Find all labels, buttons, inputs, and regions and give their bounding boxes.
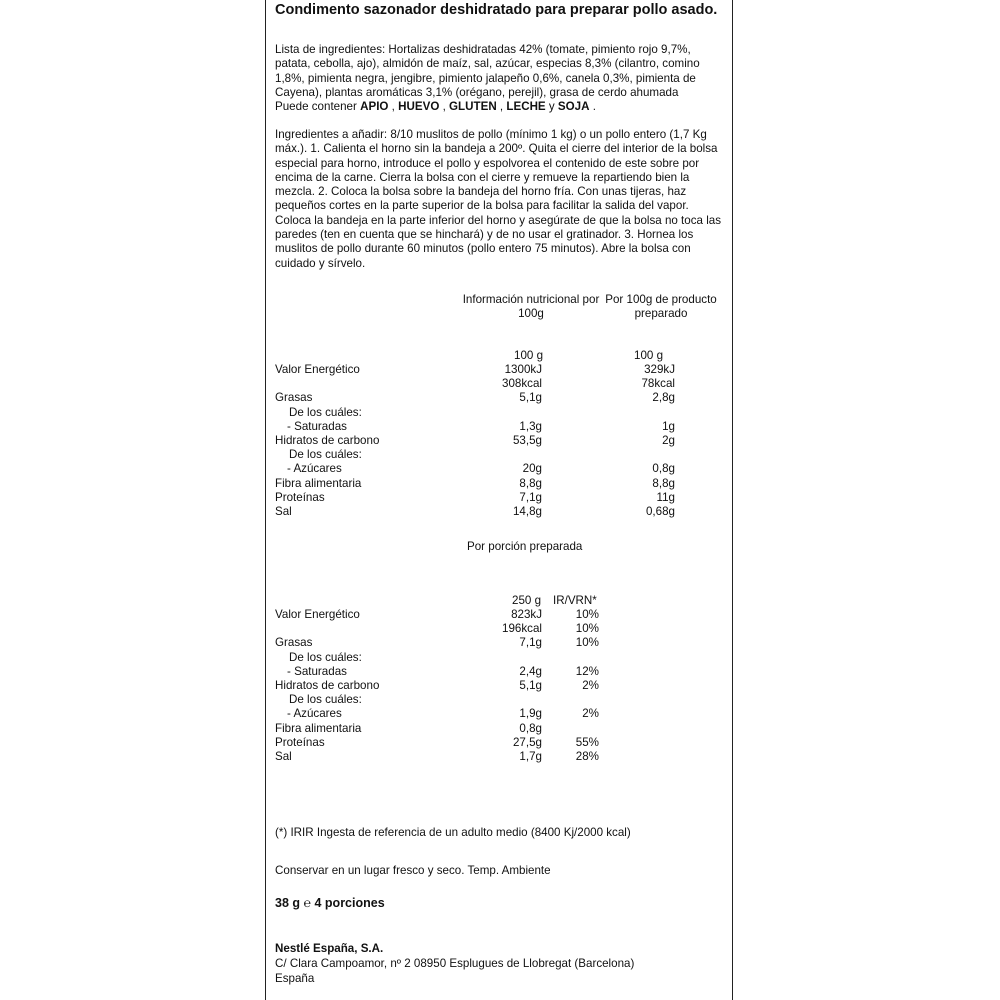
allergen-sep: , bbox=[388, 100, 399, 114]
nutrient-value-col2: 2g bbox=[662, 434, 675, 447]
nutrient-label: Valor Energético bbox=[275, 363, 360, 376]
nutrient-value-col1: 1,7g bbox=[519, 750, 542, 763]
label-panel bbox=[265, 0, 733, 1000]
nutrient-label: De los cuáles: bbox=[289, 693, 362, 707]
nutrient-value-col2: 2% bbox=[582, 679, 599, 692]
net-weight bbox=[275, 896, 385, 910]
allergen-leche: LECHE bbox=[506, 100, 546, 114]
allergen-sep: , bbox=[439, 100, 450, 114]
allergen-gluten: GLUTEN bbox=[449, 100, 497, 114]
reference-footnote: (*) IRIR Ingesta de referencia de un adulto medio (8400 Kj/2000 kcal) bbox=[275, 826, 631, 839]
estimated-mark-icon: ℮ bbox=[303, 896, 312, 910]
nutrient-value-col1: 5,1g bbox=[519, 679, 542, 692]
nutrient-value-col1: 7,1g bbox=[519, 490, 542, 504]
nutrient-value-col1: 1,3g bbox=[519, 419, 542, 433]
company-name: Nestlé España, S.A. bbox=[275, 942, 384, 955]
allergen-end: . bbox=[589, 100, 596, 114]
ingredients-block bbox=[275, 43, 727, 114]
weight-value: 38 g bbox=[275, 896, 301, 910]
portions-count: 4 porciones bbox=[314, 896, 385, 910]
portion-col1-unit: 250 g bbox=[512, 594, 542, 607]
company-country: España bbox=[275, 972, 315, 985]
nutrient-label: - Azúcares bbox=[287, 462, 342, 476]
allergen-sep: y bbox=[545, 100, 558, 114]
nutrient-value-col2: 10% bbox=[575, 608, 599, 621]
portion-header: Por porción preparada bbox=[467, 540, 583, 553]
nutrient-value-col2: 2,8g bbox=[652, 391, 675, 405]
nutrient-label: De los cuáles: bbox=[289, 650, 362, 664]
nutrient-value-col1: 7,1g bbox=[519, 636, 542, 650]
nutrient-label: - Saturadas bbox=[287, 664, 347, 678]
nutrient-value-col2: 329kJ bbox=[644, 363, 675, 376]
nutrient-label: Fibra alimentaria bbox=[275, 721, 362, 735]
nutrient-value-col2: 12% bbox=[575, 664, 599, 678]
nutrient-value-col2: 11g bbox=[656, 490, 675, 504]
nutrient-label: Fibra alimentaria bbox=[275, 476, 362, 490]
nutrient-label: Valor Energético bbox=[275, 608, 360, 621]
nutrient-label: Proteínas bbox=[275, 490, 325, 504]
nutrient-label: Grasas bbox=[275, 636, 313, 650]
nutrient-value-col1: 20g bbox=[522, 462, 542, 476]
may-contain-prefix: Puede contener bbox=[275, 100, 361, 114]
allergen-sep: , bbox=[496, 100, 507, 114]
ingredients-text: Lista de ingredientes: Hortalizas deshidratadas 42% (tomate, pimiento rojo 9,7%, patata, cebolla, ajo), almidón de maíz, sal, azúcar, especias 8,3% (cilantro, comino 1,8%, pimienta negra, jengibre, pimiento jalapeño 0,6%, canela 0,3%, pimienta de Cayena), plantas aromáticas 3,1% (orégano, perejil), grasa de cerdo ahumada bbox=[275, 43, 700, 99]
nutrient-value-col1: 8,8g bbox=[519, 476, 542, 490]
nutrient-value-col2: 28% bbox=[575, 750, 599, 763]
nutrient-value-col1: 27,5g bbox=[512, 735, 542, 749]
nutrient-label: Sal bbox=[275, 505, 292, 518]
nutrient-value-col2: 10% bbox=[575, 622, 599, 636]
nutrient-label: - Azúcares bbox=[287, 707, 342, 721]
nutrient-value-col1: 5,1g bbox=[519, 391, 542, 405]
nutrient-value-col1: 1,9g bbox=[519, 707, 542, 721]
nutrient-value-col1: 823kJ bbox=[511, 608, 542, 621]
nutrient-value-col2: 1g bbox=[662, 419, 675, 433]
nutrient-value-col2: 10% bbox=[575, 636, 599, 650]
product-title: Condimento sazonador deshidratado para preparar pollo asado. bbox=[275, 2, 718, 18]
nutrient-value-col2: 0,68g bbox=[645, 505, 675, 518]
nutrient-value-col2: 0,8g bbox=[652, 462, 675, 476]
nutrient-label: Proteínas bbox=[275, 735, 325, 749]
nutrient-value-col1: 2,4g bbox=[519, 664, 542, 678]
nutrient-label: Hidratos de carbono bbox=[275, 679, 380, 692]
nutrient-value-col1: 53,5g bbox=[512, 434, 542, 447]
company-address: C/ Clara Campoamor, nº 2 08950 Esplugues de Llobregat (Barcelona) bbox=[275, 957, 635, 970]
nutrient-value-col2: 78kcal bbox=[641, 377, 675, 391]
nutrient-label: De los cuáles: bbox=[289, 405, 362, 419]
portion-col2-unit: IR/VRN* bbox=[553, 594, 597, 607]
allergen-soja: SOJA bbox=[557, 100, 590, 114]
nutrient-label: Sal bbox=[275, 750, 292, 763]
nutrient-label: Grasas bbox=[275, 391, 313, 405]
nutrient-value-col2: 8,8g bbox=[652, 476, 675, 490]
nutrition-col1-unit: 100 g bbox=[514, 349, 544, 362]
nutrient-label: Hidratos de carbono bbox=[275, 434, 380, 447]
nutrient-value-col1: 1300kJ bbox=[504, 363, 542, 376]
nutrient-value-col1: 14,8g bbox=[512, 505, 542, 518]
preparation-instructions: Ingredientes a añadir: 8/10 muslitos de pollo (mínimo 1 kg) o un pollo entero (1,7 Kg máx.). 1. Calienta el horno sin la bandeja a 200º. Quita el cierre del interior de la bolsa especial para horno, introduce el pollo y espolvorea el contenido de este sobre por encima de la carne. Cierra la bolsa con el cierre y remueve la repartiendo bien la mezcla. 2. Coloca la bolsa sobre la bandeja del horno fría. Con unas tijeras, haz pequeños cortes en la parte superior de la bolsa para facilitar la salida del vapor. Coloca la bandeja en la parte inferior del horno y asegúrate de que la bolsa no toca las paredes (ten en cuenta que se hinchará) y de no usar el gratinador. 3. Hornea los muslitos de pollo durante 60 minutos (pollo entero 75 minutos). Abre la bolsa con cuidado y sírvelo. bbox=[275, 128, 722, 270]
nutrient-value-col2: 2% bbox=[582, 707, 599, 721]
nutrient-label: De los cuáles: bbox=[289, 448, 362, 462]
allergen-apio: APIO bbox=[360, 100, 389, 114]
nutrition-col2-unit: 100 g bbox=[634, 349, 664, 362]
allergen-huevo: HUEVO bbox=[398, 100, 440, 114]
storage-instructions: Conservar en un lugar fresco y seco. Temp. Ambiente bbox=[275, 864, 551, 877]
nutrition-col1-header: Información nutricional por 100g bbox=[462, 293, 600, 320]
nutrient-value-col1: 308kcal bbox=[502, 377, 542, 391]
nutrient-value-col1: 196kcal bbox=[502, 622, 542, 636]
nutrient-label: - Saturadas bbox=[287, 419, 347, 433]
nutrient-value-col1: 0,8g bbox=[519, 721, 542, 735]
nutrient-value-col2: 55% bbox=[575, 735, 599, 749]
nutrition-col2-header: Por 100g de producto preparado bbox=[605, 293, 717, 320]
